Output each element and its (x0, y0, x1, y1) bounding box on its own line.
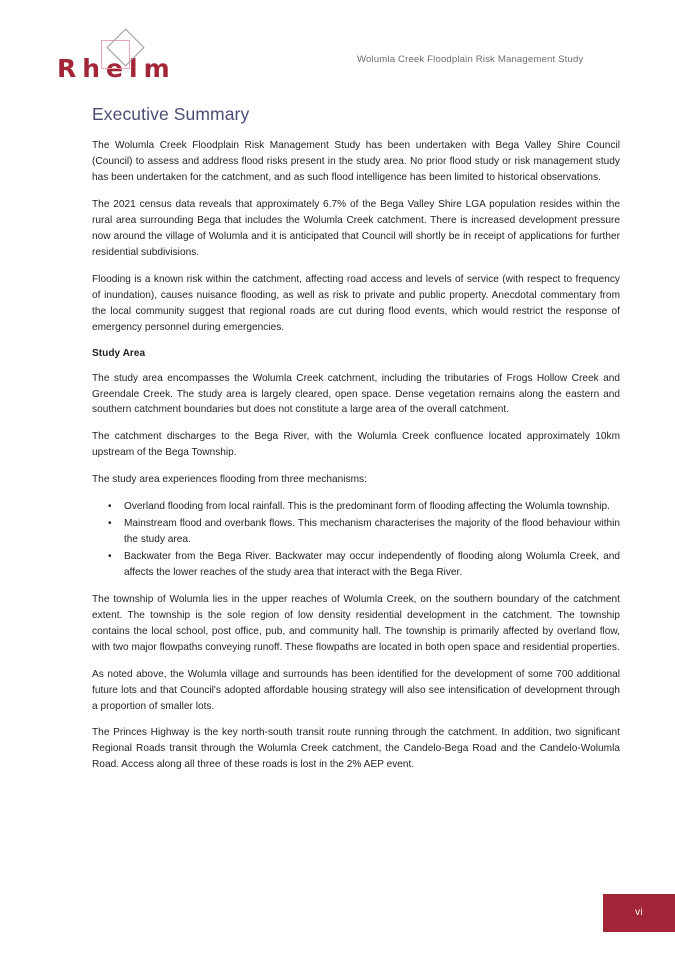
list-item (92, 499, 620, 515)
header-document-title: Wolumla Creek Floodplain Risk Management Study (357, 54, 584, 65)
page-title: Executive Summary (92, 104, 250, 124)
paragraph: The Wolumla Creek Floodplain Risk Management Study has been undertaken with Bega Valley Shire Council (Council) to assess and address flood risks present in the study area. No prior flood study or risk management study has been undertaken for the catchment, and as such flood intelligence has been limited to historical observations. (92, 140, 620, 183)
rhelm-logo (57, 34, 237, 92)
paragraph: The township of Wolumla lies in the upper reaches of Wolumla Creek, on the southern boundary of the catchment extent. The township is the sole region of low density residential development in the catchment. The township contains the local school, post office, pub, and community hall. The township is primarily affected by overland flow, with two major flowpaths conveying runoff. These flowpaths are located in both open space and residential properties. (92, 593, 620, 653)
flooding-mechanisms-list (92, 499, 620, 581)
paragraph: The study area encompasses the Wolumla Creek catchment, including the tributaries of Frogs Hollow Creek and Greendale Creek. The study area is largely cleared, open space. Dense vegetation remains along the eastern and southern catchment boundaries but does not constitute a large area of the overall catchment. (92, 372, 620, 416)
page-number: vi (635, 907, 643, 918)
bullet-icon: • (108, 518, 112, 530)
paragraph: The catchment discharges to the Bega River, with the Wolumla Creek confluence located approximately 10km upstream of the Bega Township. (92, 431, 620, 459)
paragraph: The Princes Highway is the key north-south transit route running through the catchment. In addition, two significant Regional Roads transit through the Wolumla Creek catchment, the Candelo-Bega Road and the Candelo-Wolumla Road. Access along all three of these roads is lost in the 2% AEP event. (92, 727, 620, 771)
page-number-badge (603, 894, 675, 932)
list-item (92, 549, 620, 581)
subsection-heading-study-area: Study Area (92, 348, 146, 360)
bullet-icon: • (108, 551, 112, 563)
paragraph: The study area experiences flooding from three mechanisms: (92, 474, 367, 486)
list-item-text: Mainstream flood and overbank flows. This mechanism characterises the majority of the flood behaviour within the study area. (124, 518, 620, 546)
bullet-icon: • (108, 501, 112, 513)
list-item-text: Overland flooding from local rainfall. This is the predominant form of flooding affecting the Wolumla township. (124, 501, 610, 513)
list-item-text: Backwater from the Bega River. Backwater may occur independently of flooding along Wolumla Creek, and affects the lower reaches of the study area that interact with the Bega River. (124, 551, 620, 578)
paragraph: Flooding is a known risk within the catchment, affecting road access and levels of service (with respect to frequency of inundation), causes nuisance flooding, as well as risk to private and public property. Anecdotal commentary from the local community suggest that regional roads are cut during flood events, which would restrict the response of emergency personnel during emergencies. (92, 273, 620, 333)
paragraph: As noted above, the Wolumla village and surrounds has been identified for the development of some 700 additional future lots and that Council's adopted affordable housing strategy will also see intensification of development through a proportion of smaller lots. (92, 668, 620, 712)
document-content (92, 104, 620, 784)
logo-wordmark: Rhelm (57, 54, 176, 83)
page-header (0, 30, 675, 92)
paragraph: The 2021 census data reveals that approximately 6.7% of the Bega Valley Shire LGA population resides within the rural area surrounding Bega that includes the Wolumla Creek catchment. There is increased development pressure now around the village of Wolumla and it is anticipated that Council will shortly be in receipt of applications for further residential subdivisions. (92, 198, 620, 258)
list-item (92, 516, 620, 548)
